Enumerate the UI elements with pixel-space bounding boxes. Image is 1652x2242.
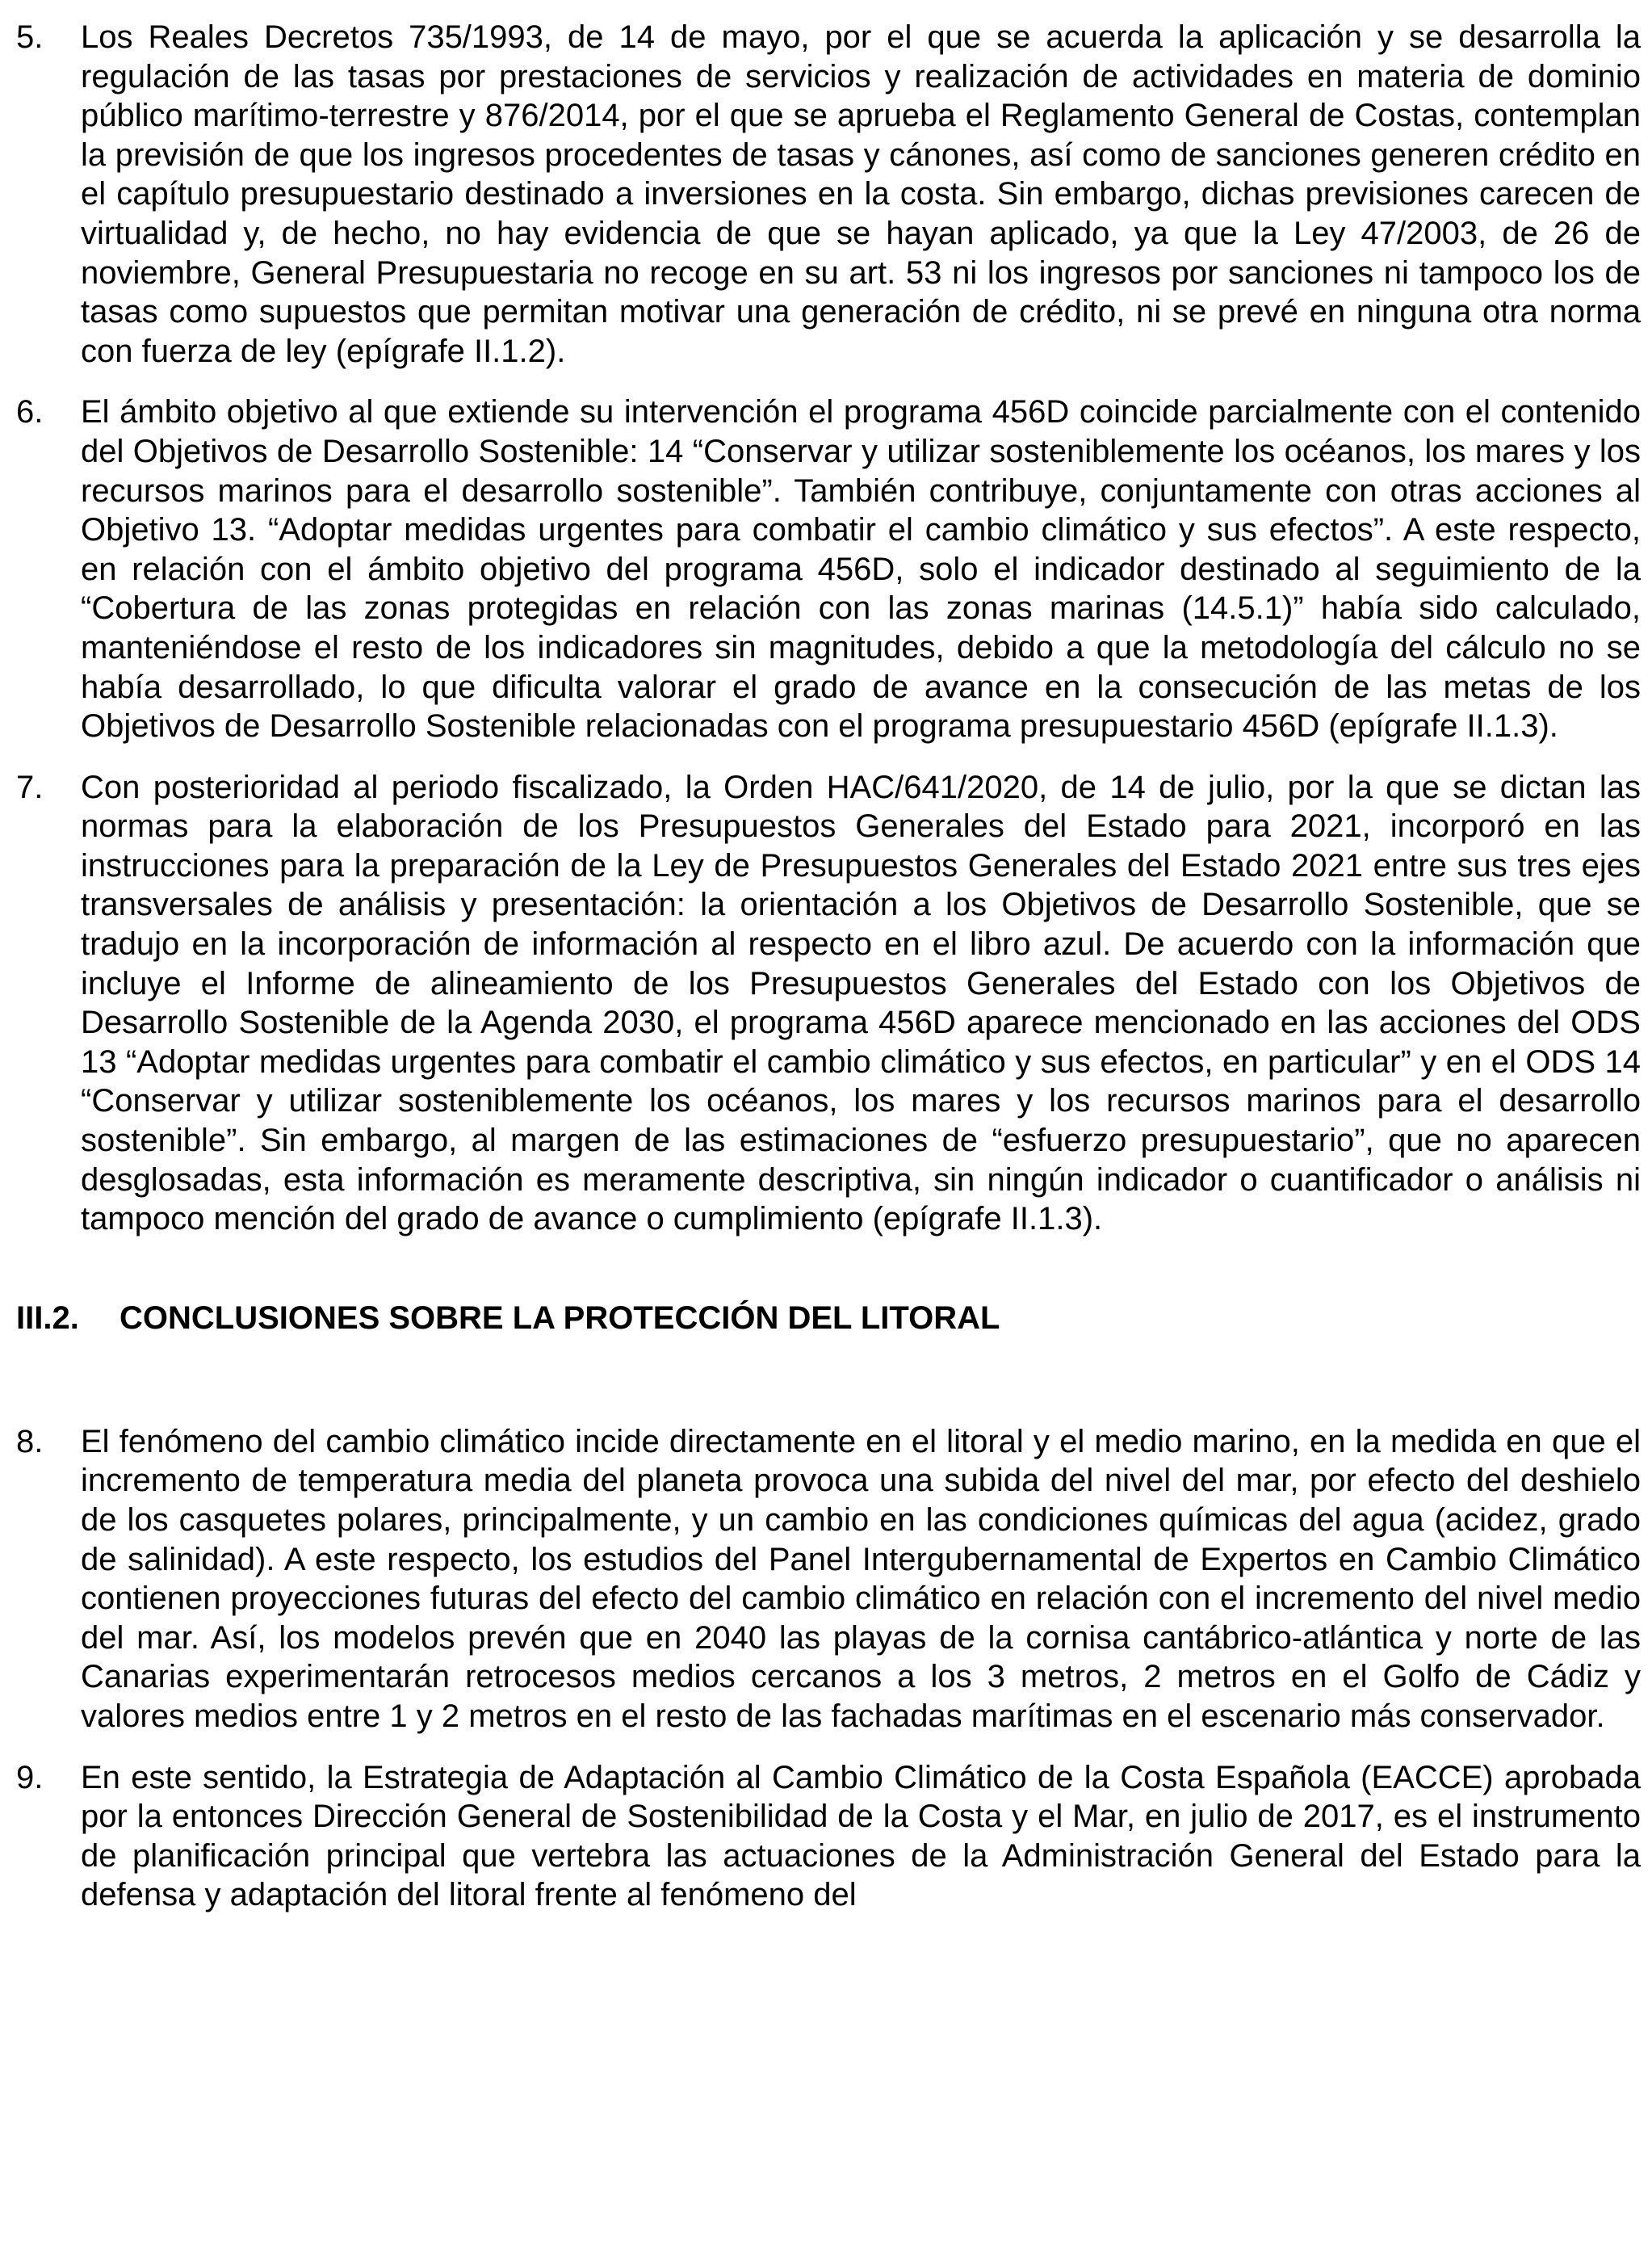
list-item-5 — [16, 18, 1641, 371]
item-number: 8. — [16, 1423, 44, 1459]
list-item-6 — [16, 393, 1641, 745]
section-heading — [16, 1299, 1641, 1337]
item-number: 5. — [16, 19, 44, 55]
item-number: 9. — [16, 1759, 44, 1795]
item-paragraph: Con posterioridad al periodo fiscalizado, la Orden HAC/641/2020, de 14 de julio, por la que se dictan las normas para la elaboración de los Presupuestos Generales del Estado para 2021, incorporó en las instrucciones para la preparación de la Ley de Presupuestos Generales del Estado 2021 entre sus tres ejes transversales de análisis y presentación: la orientación a los Objetivos de Desarrollo Sostenible, que se tradujo en la incorporación de información al respecto en el libro azul. De acuerdo con la información que incluye el Informe de alineamiento de los Presupuestos Generales del Estado con los Objetivos de Desarrollo Sostenible de la Agenda 2030, el programa 456D aparece mencionado en las acciones del ODS 13 “Adoptar medidas urgentes para combatir el cambio climático y sus efectos, en particular” y en el ODS 14 “Conservar y utilizar sosteniblemente los océanos, los mares y los recursos marinos para el desarrollo sostenible”. Sin embargo, al margen de las estimaciones de “esfuerzo presupuestario”, que no aparecen desglosadas, esta información es meramente descriptiva, sin ningún indicador o cuantificador o análisis ni tampoco mención del grado de avance o cumplimiento (epígrafe II.1.3). — [81, 769, 1641, 1237]
list-item-9 — [16, 1758, 1641, 1915]
item-paragraph: En este sentido, la Estrategia de Adaptación al Cambio Climático de la Costa Española (EACCE) aprobada por la entonces Dirección General de Sostenibilidad de la Costa y el Mar, en julio de 2017, es el instrumento de planificación principal que vertebra las actuaciones de la Administración General del Estado para la defensa y adaptación del litoral frente al fenómeno del — [81, 1759, 1641, 1913]
item-paragraph: El fenómeno del cambio climático incide directamente en el litoral y el medio marino, en la medida en que el incremento de temperatura media del planeta provoca una subida del nivel del mar, por efecto del deshielo de los casquetes polares, principalmente, y un cambio en las condiciones químicas del agua (acidez, grado de salinidad). A este respecto, los estudios del Panel Intergubernamental de Expertos en Cambio Climático contienen proyecciones futuras del efecto del cambio climático en relación con el incremento del nivel medio del mar. Así, los modelos prevén que en 2040 las playas de la cornisa cantábrico-atlántica y norte de las Canarias experimentarán retrocesos medios cercanos a los 3 metros, 2 metros en el Golfo de Cádiz y valores medios entre 1 y 2 metros en el resto de las fachadas marítimas en el escenario más conservador. — [81, 1423, 1641, 1734]
list-item-8 — [16, 1422, 1641, 1736]
item-paragraph: Los Reales Decretos 735/1993, de 14 de mayo, por el que se acuerda la aplicación y se desarrolla la regulación de las tasas por prestaciones de servicios y realización de actividades en materia de dominio público marítimo-terrestre y 876/2014, por el que se aprueba el Reglamento General de Costas, contemplan la previsión de que los ingresos procedentes de tasas y cánones, así como de sanciones generen crédito en el capítulo presupuestario destinado a inversiones en la costa. Sin embargo, dichas previsiones carecen de virtualidad y, de hecho, no hay evidencia de que se hayan aplicado, ya que la Ley 47/2003, de 26 de noviembre, General Presupuestaria no recoge en su art. 53 ni los ingresos por sanciones ni tampoco los de tasas como supuestos que permitan motivar una generación de crédito, ni se prevé en ninguna otra norma con fuerza de ley (epígrafe II.1.2). — [81, 19, 1641, 369]
item-number: 6. — [16, 394, 44, 430]
section-number: III.2. — [16, 1299, 79, 1336]
list-item-7 — [16, 768, 1641, 1239]
item-paragraph: El ámbito objetivo al que extiende su intervención el programa 456D coincide parcialmente con el contenido del Objetivos de Desarrollo Sostenible: 14 “Conservar y utilizar sosteniblemente los océanos, los mares y los recursos marinos para el desarrollo sostenible”. También contribuye, conjuntamente con otras acciones al Objetivo 13. “Adoptar medidas urgentes para combatir el cambio climático y sus efectos”. A este respecto, en relación con el ámbito objetivo del programa 456D, solo el indicador destinado al seguimiento de la “Cobertura de las zonas protegidas en relación con las zonas marinas (14.5.1)” había sido calculado, manteniéndose el resto de los indicadores sin magnitudes, debido a que la metodología del cálculo no se había desarrollado, lo que dificulta valorar el grado de avance en la consecución de las metas de los Objetivos de Desarrollo Sostenible relacionadas con el programa presupuestario 456D (epígrafe II.1.3). — [81, 394, 1641, 745]
item-number: 7. — [16, 769, 44, 805]
section-title: CONCLUSIONES SOBRE LA PROTECCIÓN DEL LITORAL — [119, 1299, 1000, 1336]
